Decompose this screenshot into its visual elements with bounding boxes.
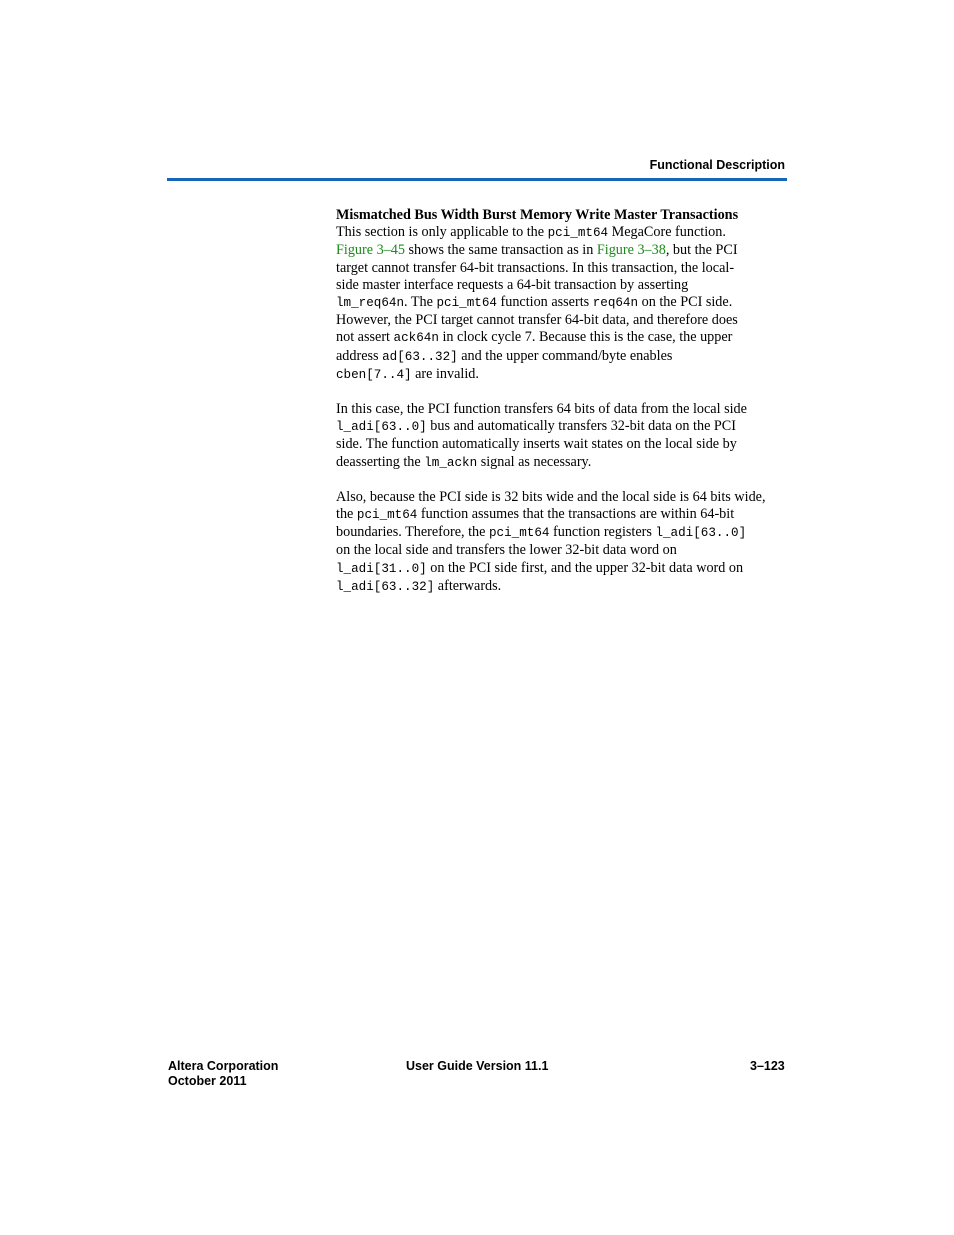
text: and the upper command/byte enables [457,347,673,364]
paragraph-1 [336,224,788,384]
footer-company: Altera Corporation [168,1059,279,1073]
code-ad: ad[63..32] [382,349,458,364]
footer-page-number: 3–123 [750,1059,785,1073]
text-line: However, the PCI target cannot transfer 64-bit data, and therefore does [336,312,738,329]
text: This section is only applicable to the [336,224,548,241]
text: afterwards. [434,577,502,594]
footer-left [168,1059,278,1089]
text: function registers [549,524,656,541]
text: function asserts [496,294,593,311]
text: address [336,347,383,364]
paragraph-2 [336,401,788,472]
text: on the PCI side. [638,294,733,311]
text: , but the PCI [665,242,738,259]
figure-3-38-link[interactable]: Figure 3–38 [596,242,666,259]
code-cben: cben[7..4] [336,367,412,382]
text-line: Also, because the PCI side is 32 bits wide and the local side is 64 bits wide, [336,488,766,505]
footer-guide-version: User Guide Version 11.1 [406,1059,549,1073]
figure-3-45-link[interactable]: Figure 3–45 [336,242,405,259]
text: not assert [336,329,394,346]
section-heading: Mismatched Bus Width Burst Memory Write Master Transactions [336,207,739,223]
text-line: In this case, the PCI function transfers 64 bits of data from the local side [336,401,747,418]
footer-date: October 2011 [168,1074,247,1088]
text-line: on the local side and transfers the lower 32-bit data word on [336,542,677,559]
code-l-adi: l_adi[31..0] [336,561,427,576]
text-line: side master interface requests a 64-bit transaction by asserting [336,276,689,293]
text: function assumes that the transactions are within 64-bit [417,506,735,523]
text-line: target cannot transfer 64-bit transactions. In this transaction, the local- [336,259,735,276]
text: the [336,506,357,523]
code-lm-req64n: lm_req64n [336,296,405,311]
code-pci-mt64: pci_mt64 [488,526,550,541]
code-l-adi: l_adi[63..32] [336,579,435,594]
code-l-adi: l_adi[63..0] [655,526,747,541]
text: shows the same transaction as in [404,242,597,259]
section-body [336,207,788,596]
code-pci-mt64: pci_mt64 [547,226,609,241]
text-line: side. The function automatically inserts wait states on the local side by [336,436,737,453]
code-pci-mt64: pci_mt64 [356,508,418,523]
text: MegaCore function. [608,224,726,241]
text: signal as necessary. [477,453,592,470]
text: deasserting the [336,453,425,470]
text: are invalid. [411,365,479,382]
text: bus and automatically transfers 32-bit data on the PCI [426,418,736,435]
code-req64n: req64n [592,296,639,311]
code-lm-ackn: lm_ackn [424,455,478,470]
code-ack64n: ack64n [393,331,439,346]
code-l-adi: l_adi[63..0] [336,420,427,435]
header-rule [167,178,787,181]
text: boundaries. Therefore, the [336,524,489,541]
running-header-title: Functional Description [649,158,785,172]
text: . The [404,294,437,311]
text: in clock cycle 7. Because this is the case, the upper [438,329,733,346]
paragraph-3 [336,489,788,596]
code-pci-mt64: pci_mt64 [436,296,497,311]
text: on the PCI side first, and the upper 32-bit data word on [426,559,744,576]
